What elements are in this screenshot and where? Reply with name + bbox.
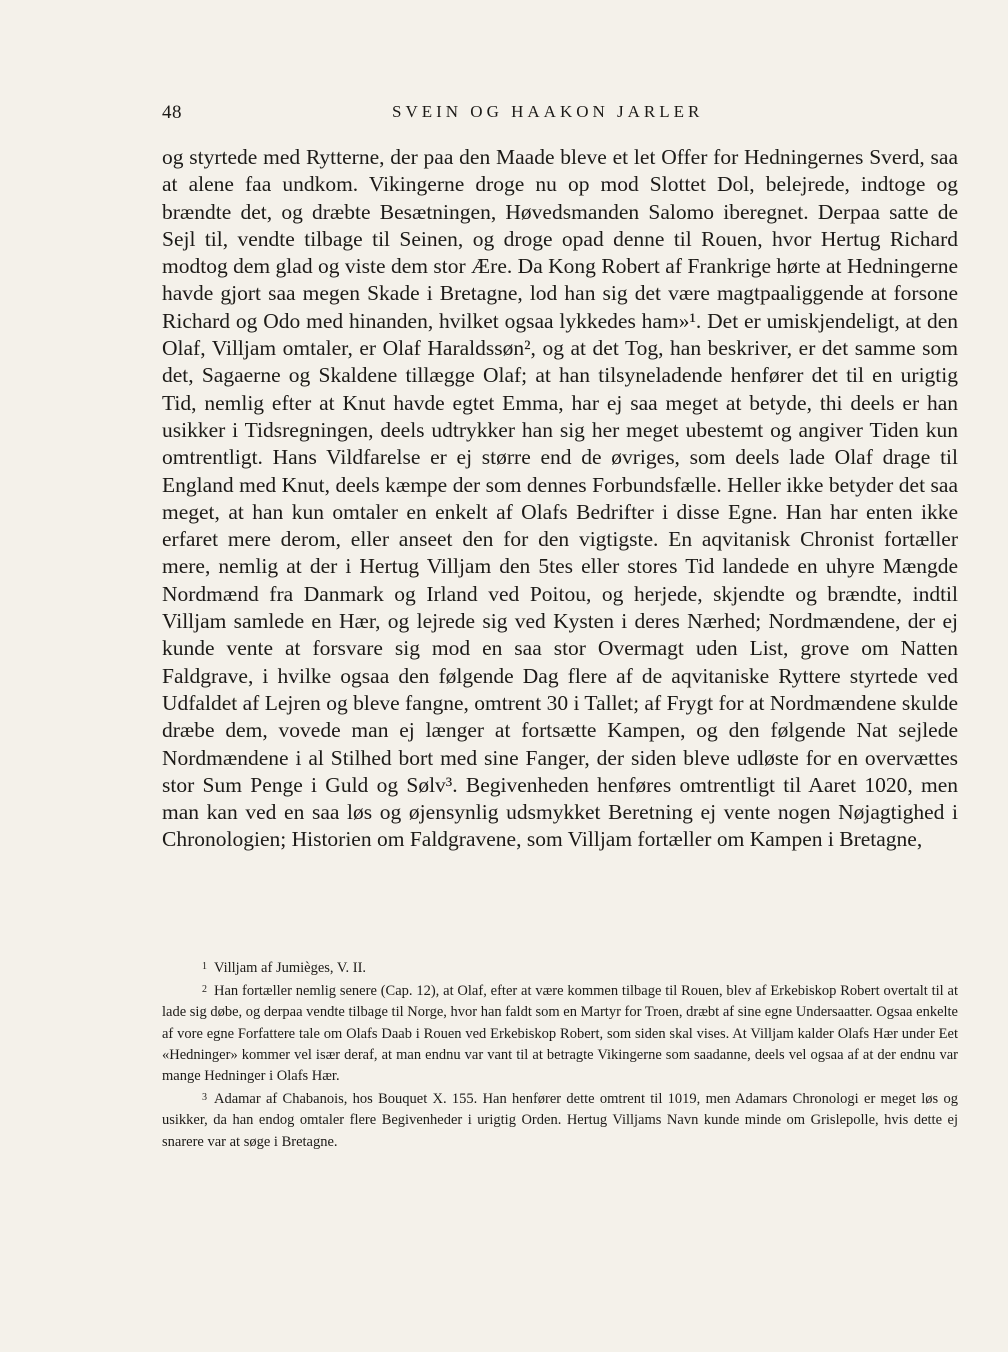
footnote [162,956,958,979]
page-header [162,102,958,132]
footnote-marker: 1 [202,961,207,972]
running-title: SVEIN OG HAAKON JARLER [392,102,704,121]
page-number: 48 [162,102,182,123]
footnote-marker: 2 [202,984,207,996]
footnote-marker: 3 [202,1092,207,1104]
footnote-text: Villjam af Jumièges, V. II. [214,960,367,976]
footnote [162,1087,958,1153]
body-paragraph: og styrtede med Rytterne, der paa den Maade bleve et let Offer for Hedningernes Sverd, saa at alene faa undkom. Vikingerne droge nu op mod Slottet Dol, belejrede, indtoge og brændte det, og dræbte Besætningen, Høvedsmanden Salomo iberegnet. Derpaa satte de Sejl til, vendte tilbage til Seinen, og droge opad denne til Rouen, hvor Hertug Richard modtog dem glad og viste dem stor Ære. Da Kong Robert af Frankrige hørte at Hedningerne havde gjort saa megen Skade i Bretagne, lod han sig det være magtpaaliggende at forsone Richard og Odo med hinanden, hvilket ogsaa lykkedes ham»¹. Det er umiskjendeligt, at den Olaf, Villjam omtaler, er Olaf Haraldssøn², og at det Tog, han beskriver, er det samme som det, Sagaerne og Skaldene tillægge Olaf; at han tilsyneladende henfører det til en urigtig Tid, nemlig efter at Knut havde egtet Emma, har ej saa meget at betyde, thi deels er han usikker i Tidsregningen, deels udtrykker han sig her meget ubestemt og angiver Tiden kun omtrentligt. Hans Vildfarelse er ej større end de øvriges, som deels lade Olaf drage til England med Knut, deels kæmpe der som dennes Forbundsfælle. Heller ikke betyder det saa meget, at han kun omtaler en enkelt af Olafs Bedrifter i disse Egne. Han har enten ikke erfaret mere derom, eller anseet den for den vigtigste. En aqvitanisk Chronist fortæller mere, nemlig at der i Hertug Villjam den 5tes eller stores Tid landede en uhyre Mængde Nordmænd fra Danmark og Irland ved Poitou, og herjede, skjendte og brændte, indtil Villjam samlede en Hær, og lejrede sig ved Kysten i deres Nærhed; Nordmændene, der ej kunde vente at forsvare sig mod en saa stor Overmagt uden List, grove om Natten Faldgrave, i hvilke ogsaa den følgende Dag flere af de aqvitaniske Ryttere styrtede ved Udfaldet af Lejren og bleve fangne, omtrent 30 i Tallet; af Frygt for at Nordmændene skulde dræbe dem, vovede man ej længer at fortsætte Kampen, og den følgende Nat sejlede Nordmændene i al Stilhed bort med sine Fanger, der siden bleve udløste for en overvættes stor Sum Penge i Guld og Sølv³. Begivenheden henføres omtrentligt til Aaret 1020, men man kan ved en saa løs og øjensynlig udsmykket Beretning ej vente nogen Nøjagtighed i Chronologien; Historien om Faldgravene, som Villjam fortæller om Kampen i Bretagne, [162,145,958,852]
footnote [162,979,958,1087]
footnotes [162,956,958,1153]
footnote-text: Adamar af Chabanois, hos Bouquet X. 155. Han henfører dette omtrent til 1019, men Adamars Chronologi er meget løs og usikker, da han endog omtaler flere Begivenheder i urigtig Orden. Hertug Villjams Navn kunde minde om Grislepolle, hvis dette ej snarere var at søge i Bretagne. [162,1091,958,1150]
footnote-text: Han fortæller nemlig senere (Cap. 12), at Olaf, efter at være kommen tilbage til Rouen, blev af Erkebiskop Robert overtalt til at lade sig døbe, og derpaa vendte tilbage til Norge, hvor han faldt som en Martyr for Troen, dræbt af sine egne Undersaatter. Ogsaa enkelte af vore egne Forfattere tale om Olafs Daab i Rouen ved Erkebiskop Robert, som siden skal vises. At Villjam kalder Olafs Hær under Eet «Hedninger» kommer vel især deraf, at man endnu var vant til at betragte Vikingerne som saadanne, deels vel ogsaa af at der endnu var mange Hedninger i Olafs Hær. [162,983,958,1085]
